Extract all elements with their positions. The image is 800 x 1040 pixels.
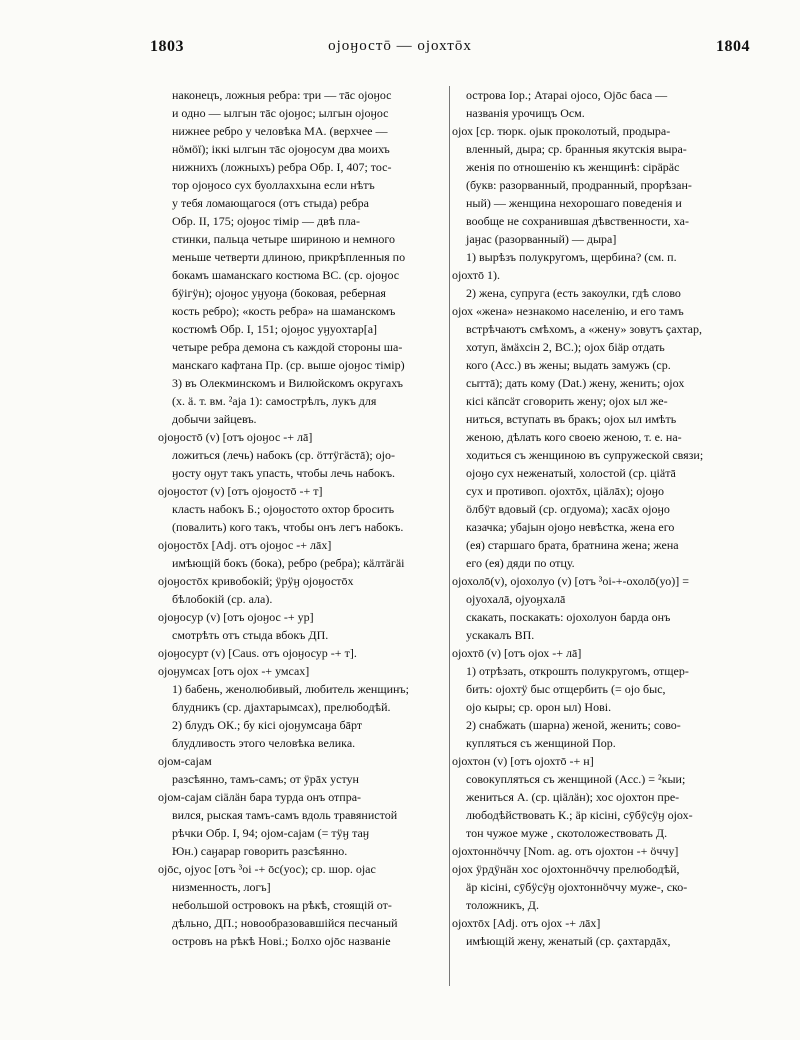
text-line: имѣющій жену, женатый (ср. ҫахтардāх, [466,934,671,948]
text-line: вился, рыская тамъ-самъ вдоль травянистой [172,808,398,822]
text-line: бить: ојохтӱ быс отщербить (= ојо быс, [466,682,666,696]
text-line: 3) въ Олекминскомъ и Вилюйскомъ округахъ [172,376,403,390]
text-line: (х. ä. т. вм. ²аја 1): самострѣлъ, лукъ для [172,394,377,408]
text-line: 2) блудъ ОК.; бу кісі ојоӈумсаӈа бāрт [172,718,363,732]
text-line: нижнее ребро у человѣка МА. (верхчее — [172,124,388,138]
text-line: ӧлбӱт вдовый (ср. огдуома); хасāх ојоӈо [466,502,670,516]
text-line: названія урочищъ Осм. [466,106,585,120]
text-line: ӈосту оӈут такъ упасть, чтобы лечь набокъ. [172,466,396,480]
text-line: ојох «жена» незнакомо населенію, и его тамъ [452,304,684,318]
text-line: ојоӈосурт (v) [Caus. отъ ојоӈосур -+ т]. [158,646,357,660]
text-line: небольшой островокъ на рѣкѣ, стоящій от- [172,898,392,912]
text-line: бѣлобокій (ср. ала). [172,592,273,606]
text-line: меньше четверти длиною, прикрѣпленныя по [172,250,406,264]
text-line: купляться съ женщиной Пор. [466,736,616,750]
text-line: ојоӈосур (v) [отъ ојоӈос -+ ур] [158,610,314,624]
text-line: ускакалъ ВП. [466,628,535,642]
text-line: ојохтō 1). [452,268,500,282]
text-line: четыре ребра демона съ каждой стороны ша- [172,340,403,354]
text-line: манскаго кафтана Пр. (ср. выше ојоӈос тімір) [172,358,405,372]
text-line: вообще не сохранившая дѣвственности, ха- [466,214,689,228]
left-column [158,86,442,950]
text-line: ојохтоннӧччу [Nom. ag. отъ ојохтон -+ ӧччу] [452,844,679,858]
text-line: ојох ӱрдӱнäн хос ојохтоннӧччу прелюбодѣй, [452,862,680,876]
right-page-number: 1804 [716,38,750,55]
text-line: (повалить) кого такъ, чтобы онъ легъ набокъ. [172,520,404,534]
text-line: добычи зайцевъ. [172,412,257,426]
text-line: женія по отношенію къ женщинѣ: сірäрäс [466,160,680,174]
text-line: ојоӈостō (v) [отъ ојоӈос -+ лā] [158,430,313,444]
text-line: дѣльно, ДП.; новообразовавшійся песчаный [172,916,398,930]
text-line: жениться А. (ср. ціäлäн); хос ојохтон пре- [466,790,680,804]
text-line: 1) вырѣзъ полукругомъ, щербина? (см. п. [466,250,677,264]
text-line: ојох [ср. тюрк. ојык проколотый, продыра- [452,124,671,138]
text-line: 1) отрѣзать, открошть полукругомъ, отщер- [466,664,689,678]
text-line: разсѣянно, тамъ-самъ; от ӱрāх устун [172,772,359,786]
text-line: рѣчки Обр. I, 94; ојом-сајам (= тӱӈ таӈ [172,826,370,840]
text-line: ојуохалā, ојуоӈхалā [466,592,566,606]
text-line: любодѣйствовать К.; äр кісіні, сӯбӱсӱӈ ојох- [466,808,693,822]
text-line: у тебя ломающагося (отъ стыда) ребра [172,196,369,210]
text-line: 1) бабень, женолюбивый, любитель женщинъ; [172,682,409,696]
text-line: вленный, дыра; ср. бранныя якутскія выра- [466,142,687,156]
text-line: его (ея) дяди по отцу. [466,556,575,570]
text-line: бокамъ шаманскаго костюма ВС. (ср. ојоӈос [172,268,400,282]
running-title: ојоӈостō — ојохтōх [328,38,472,54]
left-page-number: 1803 [150,38,184,55]
text-line: ложиться (лечь) набокъ (ср. ӧттӱгäстā); ојо- [172,448,395,462]
text-line: (букв: разорванный, продранный, прорѣзан- [466,178,692,192]
text-line: острова Іор.; Атараі ојосо, Ојōс баса — [466,88,668,102]
text-line: смотрѣть отъ стыда вбокъ ДП. [172,628,329,642]
text-line: Обр. II, 175; ојоӈос тімір — двѣ пла- [172,214,361,228]
text-line: толожникъ, Д. [466,898,539,912]
text-line: 2) жена, супруга (есть закоулки, гдѣ слово [466,286,681,300]
text-line: Юн.) саӈарар говорить разсѣянно. [172,844,348,858]
text-line: нижнихъ (ложныхъ) ребра Обр. I, 407; тос- [172,160,392,174]
text-line: ојохтō (v) [отъ ојох -+ лā] [452,646,582,660]
text-line: и одно — ылгын тāс ојоӈос; ылгын ојоӈос [172,106,389,120]
text-line: ојохолō(v), ојохолуо (v) [отъ ³оі-+-охолō(уо)] = [452,574,690,588]
column-divider [449,86,450,986]
text-line: блудливость этого человѣка велика. [172,736,356,750]
text-line: ојохтōх [Adj. отъ ојох -+ лāх] [452,916,601,930]
text-line: имѣющій бокъ (бока), ребро (ребра); кäлтäгäі [172,556,405,570]
right-column [452,86,752,950]
text-line: кость ребро); «кость ребра» на шаманскомъ [172,304,396,318]
text-line: женою, дѣлать кого своею женою, т. е. на- [466,430,682,444]
text-line: кісі кäпсäт сговорить жену; ојох ыл же- [466,394,668,408]
text-line: низменность, логъ] [172,880,271,894]
text-line: нӧмӧї); іккі ылгын тāс ојоӈосум два моихъ [172,142,390,156]
text-line: ојо кыры; ср. орон ыл) Нові. [466,700,612,714]
text-line: кого (Acc.) въ жены; выдать замужъ (ср. [466,358,671,372]
text-line: казачка; убајын ојоӈо невѣстка, жена его [466,520,675,534]
text-line: ојоӈостот (v) [отъ ојоӈостō -+ т] [158,484,323,498]
text-line: тон чужое муже , скотоложествовать Д. [466,826,668,840]
text-line: хотуп, äмäхсін 2, ВС.); ојох біäр отдать [466,340,665,354]
text-line: блудникъ (ср. дјахтарымсах), прелюбодѣй. [172,700,391,714]
text-line: јаӈас (разорванный) — дыра] [466,232,617,246]
text-line: 2) снабжать (шарна) женой, женить; сово- [466,718,681,732]
text-line: сыттā); дать кому (Dat.) жену, женить; ојох [466,376,685,390]
text-line: ојōс, ојуос [отъ ³оі -+ ōс(уос); ср. шор. ојас [158,862,376,876]
text-line: ојом-сајам [158,754,212,768]
text-line: стинки, пальца четыре шириною и немного [172,232,396,246]
text-line: (ея) старшаго брата, братнина жена; жена [466,538,679,552]
text-line: ојоӈостōх кривобокій; ӱрӱӈ ојоӈостōх [158,574,354,588]
text-line: встрѣчаютъ смѣхомъ, а «жену» зовутъ ҫахтар, [466,322,702,336]
text-line: ходиться съ женщиною въ супружеской связи; [466,448,704,462]
text-line: класть набокъ Б.; ојоӈостото охтор бросить [172,502,395,516]
text-line: тор ојоӈосо сух буоллаххына если нѣтъ [172,178,375,192]
text-line: ојохтон (v) [отъ ојохтō -+ н] [452,754,594,768]
text-line: äр кісіні, сӯбӱсӱӈ ојохтоннӧччу муже-, ско- [466,880,688,894]
text-line: ојоӈо сух неженатый, холостой (ср. ціäтā [466,466,676,480]
text-line: скакать, поскакать: ојохолуон барда онъ [466,610,671,624]
text-line: бӱігӱн); ојоӈос уӈуоӈа (боковая, реберная [172,286,386,300]
text-line: костюмѣ Обр. I, 151; ојоӈос уӈуохтар[а] [172,322,378,336]
text-line: ојом-сајам сіäлäн бара турда онъ отпра- [158,790,362,804]
text-line: ниться, вступать въ бракъ; ојох ыл имѣть [466,412,677,426]
text-line: ојоӈостōх [Adj. отъ ојоӈос -+ лāх] [158,538,332,552]
text-line: совокупляться съ женщиной (Acc.) = ²кыи; [466,772,686,786]
text-line: наконецъ, ложныя ребра: три — тāс ојоӈос [172,88,392,102]
text-line: ный) — женщина нехорошаго поведенія и [466,196,682,210]
text-line: сух и противоп. ојохтōх, ціäлāх); ојоӈо [466,484,664,498]
text-line: ојоӈумсах [отъ ојох -+ умсах] [158,664,310,678]
text-line: островъ на рѣкѣ Нові.; Болхо ојōс названіе [172,934,391,948]
